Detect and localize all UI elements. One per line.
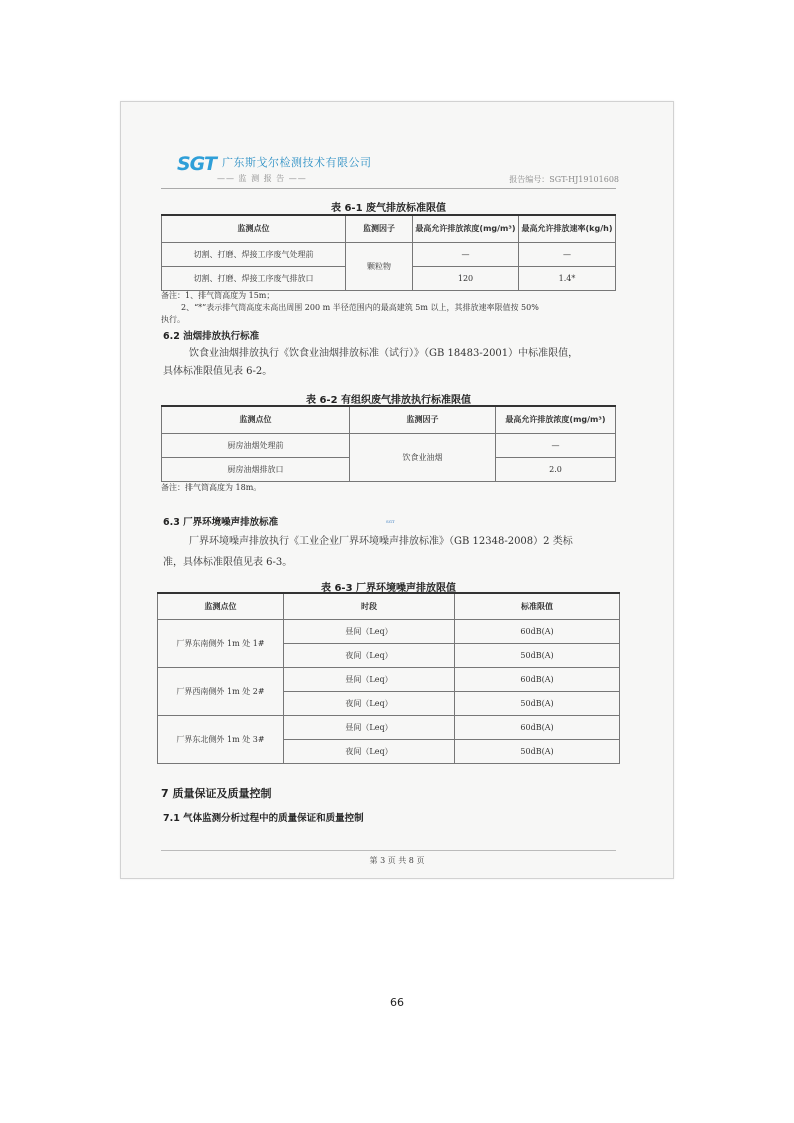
table3-limit: 60dB(A)	[455, 715, 620, 739]
table1-location: 切割、打磨、焊接工序废气排放口	[162, 266, 346, 290]
company-name: 广东斯戈尔检测技术有限公司	[222, 156, 372, 169]
table1-conc: 120	[413, 266, 519, 290]
table1-factor: 颗粒物	[346, 242, 413, 290]
table1-note-1: 备注：1、排气筒高度为 15m；	[161, 291, 275, 300]
table2-header-location: 监测点位	[162, 406, 350, 433]
table3-limit: 50dB(A)	[455, 739, 620, 763]
table3-period: 昼间（Leq）	[284, 715, 455, 739]
table3-location: 厂界东北侧外 1m 处 3#	[158, 715, 284, 763]
table3-header-period: 时段	[284, 593, 455, 619]
table3-period: 夜间（Leq）	[284, 739, 455, 763]
table3-limit: 50dB(A)	[455, 691, 620, 715]
section-6-2-para-2: 具体标准限值见表 6-2。	[163, 366, 273, 377]
table3-caption: 表 6-3 厂界环境噪声排放限值	[320, 583, 457, 594]
table1-note-3: 执行。	[161, 315, 185, 324]
table3-period: 昼间（Leq）	[284, 667, 455, 691]
report-number: 报告编号：SGT-HJ19101608	[509, 175, 619, 184]
table-row	[158, 619, 620, 643]
table3-period: 夜间（Leq）	[284, 691, 455, 715]
section-6-3-para-2: 准，具体标准限值见表 6-3。	[163, 557, 293, 568]
footer-rule	[161, 850, 616, 851]
table-row	[162, 242, 616, 266]
header-rule	[161, 188, 616, 189]
table3-location: 厂界西南侧外 1m 处 2#	[158, 667, 284, 715]
scanned-report-page	[120, 101, 674, 879]
table1-caption: 表 6-1 废气排放标准限值	[330, 203, 447, 214]
table-6-1	[161, 214, 616, 291]
table3-header-limit: 标准限值	[455, 593, 620, 619]
table1-location: 切割、打磨、焊接工序废气处理前	[162, 242, 346, 266]
table3-period: 夜间（Leq）	[284, 643, 455, 667]
table1-header-location: 监测点位	[162, 215, 346, 242]
table3-limit: 60dB(A)	[455, 619, 620, 643]
table2-header-factor: 监测因子	[350, 406, 496, 433]
table-6-2	[161, 405, 616, 482]
report-subtitle: —— 监 测 报 告 ——	[217, 174, 307, 183]
section-6-2-heading: 6.2 油烟排放执行标准	[163, 331, 260, 342]
section-7-1-heading: 7.1 气体监测分析过程中的质量保证和质量控制	[163, 813, 364, 824]
table2-conc: 2.0	[496, 457, 616, 481]
table2-location: 厨房油烟处理前	[162, 433, 350, 457]
document-page-number: 66	[390, 996, 404, 1009]
table3-limit: 50dB(A)	[455, 643, 620, 667]
table1-rate: —	[519, 242, 616, 266]
footer-page-info: 第 3 页 共 8 页	[369, 856, 425, 865]
section-6-2-para-1: 饮食业油烟排放执行《饮食业油烟排放标准（试行）》（GB 18483-2001）中标准限值，	[189, 348, 579, 359]
table3-period: 昼间（Leq）	[284, 619, 455, 643]
table-row	[158, 667, 620, 691]
table2-header-conc: 最高允许排放浓度(mg/m³)	[496, 406, 616, 433]
section-6-3-para-1: 厂界环境噪声排放执行《工业企业厂界环境噪声排放标准》（GB 12348-2008）2 类标	[189, 536, 573, 547]
table1-header-rate: 最高允许排放速率(kg/h)	[519, 215, 616, 242]
company-logo	[177, 152, 221, 174]
table2-factor: 饮食业油烟	[350, 433, 496, 481]
svg-text:SGT: SGT	[177, 153, 216, 174]
table2-conc: —	[496, 433, 616, 457]
section-7-heading: 7 质量保证及质量控制	[161, 787, 272, 800]
section-6-3-heading: 6.3 厂界环境噪声排放标准	[163, 517, 279, 528]
table1-note-2: 2、“*”表示排气筒高度未高出周围 200 m 半径范围内的最高建筑 5m 以上，其排放速率限值按 50%	[181, 303, 539, 312]
table3-limit: 60dB(A)	[455, 667, 620, 691]
table1-header-factor: 监测因子	[346, 215, 413, 242]
table-row	[158, 715, 620, 739]
table1-header-conc: 最高允许排放浓度(mg/m³)	[413, 215, 519, 242]
table3-header-location: 监测点位	[158, 593, 284, 619]
table2-note: 备注：排气筒高度为 18m。	[161, 483, 262, 492]
table3-location: 厂界东南侧外 1m 处 1#	[158, 619, 284, 667]
table1-rate: 1.4*	[519, 266, 616, 290]
table2-caption: 表 6-2 有组织废气排放执行标准限值	[305, 395, 472, 406]
table-row	[162, 433, 616, 457]
table-6-3	[157, 592, 620, 764]
sgt-watermark-mark: SGT	[386, 519, 395, 524]
table2-location: 厨房油烟排放口	[162, 457, 350, 481]
table1-conc: —	[413, 242, 519, 266]
